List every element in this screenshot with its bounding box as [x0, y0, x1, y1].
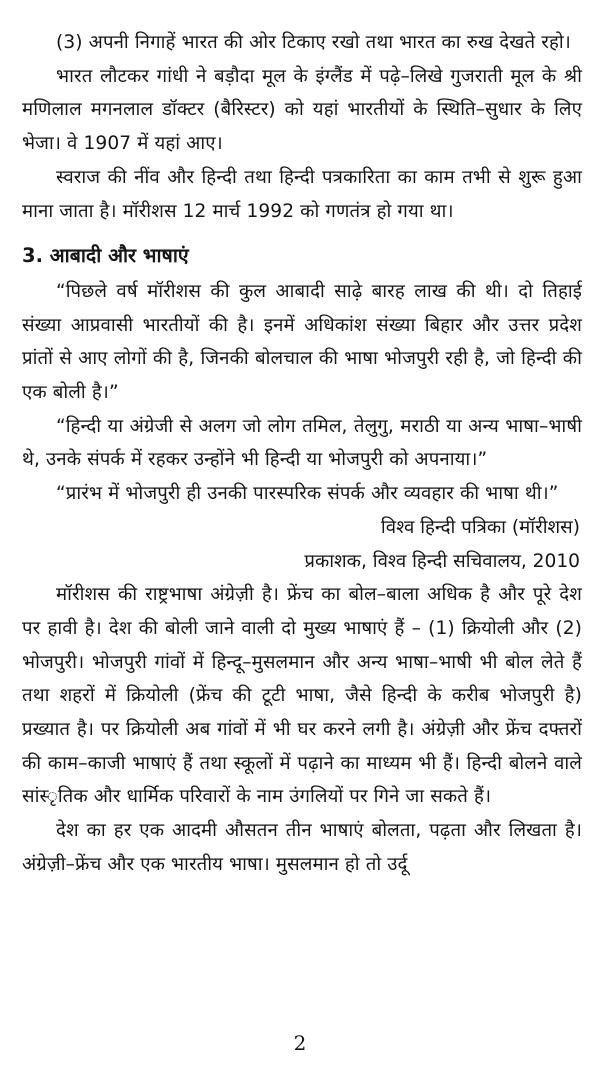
quote-other-languages: “हिन्दी या अंग्रेजी से अलग जो लोग तमिल, तेलुगु, मराठी या अन्य भाषा–भाषी थे, उनके संपर्क में रहकर उन्होंने भी हिन्दी या भोजपुरी को अपनाया।” — [22, 415, 582, 471]
source-publisher: प्रकाशक, विश्व हिन्दी सचिवालय, 2010 — [304, 550, 580, 572]
paragraph-national-language: मॉरीशस की राष्ट्रभाषा अंग्रेज़ी है। फ्रेंच का बोल–बाला अधिक है और पूरे देश पर हावी है। देश की बोली जाने वाली दो मुख्य भाषाएं हैं – (1) क्रियोली और (2) भोजपुरी। भोजपुरी गांवों में हिन्दू–मुसलमान और अन्य भाषा–भाषी भी बोल लेते हैं तथा शहरों में क्रियोली (फ्रेंच की टूटी भाषा, जैसे हिन्दी के करीब भोजपुरी है) प्रख्यात है। पर क्रियोली अब गांवों में भी घर करने लगी है। अंग्रेज़ी और फ्रेंच दफ्तरों की काम–काजी भाषाएं हैं तथा स्कूलों में पढ़ाने का माध्यम भी हैं। हिन्दी बोलने वाले सांस्‍ृतिक और धार्मिक परिवारों के नाम उंगलियों पर गिने जा सकते हैं। — [22, 584, 582, 808]
paragraph-swaraj-foundation: स्वराज की नींव और हिन्दी तथा हिन्दी पत्रकारिता का काम तभी से शुरू हुआ माना जाता है। मॉरीशस 12 मार्च 1992 को गणतंत्र हो गया था। — [22, 166, 582, 222]
section-heading: 3. आबादी और भाषाएं — [22, 244, 189, 268]
source-citation — [22, 511, 582, 578]
paragraph-manilal-doctor: भारत लौटकर गांधी ने बड़ौदा मूल के इंग्लैंड में पढ़े–लिखे गुजराती मूल के श्री मणिलाल मगनलाल डॉक्टर (बैरिस्टर) को यहां भारतीयों के स्थिति–सुधार के लिए भेजा। वे 1907 में यहां आए। — [22, 65, 582, 155]
source-publication: विश्व हिन्दी पत्रिका (मॉरीशस) — [380, 516, 580, 538]
page-number: 2 — [293, 1031, 307, 1055]
quote-population: “पिछले वर्ष मॉरीशस की कुल आबादी साढ़े बारह लाख की थी। दो तिहाई संख्या आप्रवासी भारतीयों की है। इनमें अधिकांश संख्या बिहार और उत्तर प्रदेश प्रांतों से आए लोगों की है, जिनकी बोलचाल की भाषा भोजपुरी रही है, जो हिन्दी की एक बोली है।” — [22, 280, 582, 404]
paragraph-three-languages: देश का हर एक आदमी औसतन तीन भाषाएं बोलता, पढ़ता और लिखता है। अंग्रेज़ी–फ्रेंच और एक भारतीय भाषा। मुसलमान हो तो उर्दू — [22, 820, 582, 875]
paragraph-advice-item-3: (3) अपनी निगाहें भारत की ओर टिकाए रखो तथा भारत का रुख देखते रहो। — [56, 32, 571, 53]
document-page — [22, 26, 582, 1036]
quote-bhojpuri-contact: “प्रारंभ में भोजपुरी ही उनकी पारस्परिक संपर्क और व्यवहार की भाषा थी।” — [56, 483, 559, 505]
